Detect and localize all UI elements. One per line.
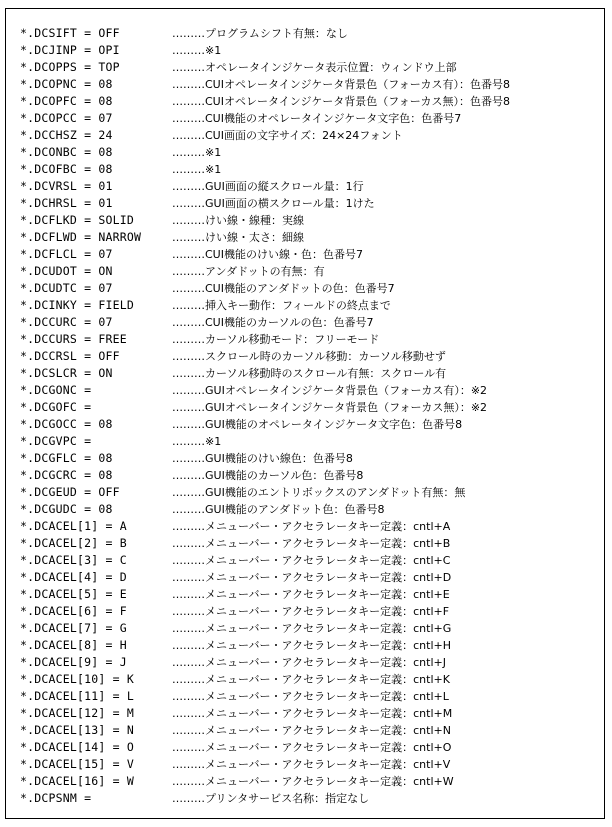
definition-row [20, 688, 606, 705]
definition-description: ………メニューバー・アクセラレータキー定義：cntl+L [172, 690, 449, 703]
definition-row [20, 705, 606, 722]
definition-description: ………メニューバー・アクセラレータキー定義：cntl+O [172, 741, 452, 754]
definition-row [20, 76, 606, 93]
definition-key: *.DCFLCL = 07 [20, 247, 113, 261]
definition-key: *.DCOPPS = TOP [20, 60, 120, 74]
definition-key: *.DCACEL[7] = G [20, 621, 127, 635]
definition-key: *.DCOPFC = 08 [20, 94, 113, 108]
definition-description: ………メニューバー・アクセラレータキー定義：cntl+E [172, 588, 450, 601]
definition-key: *.DCGVPC = [20, 434, 92, 448]
definition-row [20, 722, 606, 739]
definition-row [20, 450, 606, 467]
definition-key: *.DCGCRC = 08 [20, 468, 113, 482]
definition-row [20, 586, 606, 603]
definition-description: ………カーソル移動モード：フリーモード [172, 333, 380, 346]
definition-description: ………GUIオペレータインジケータ背景色（フォーカス無）：※2 [172, 401, 488, 414]
definition-description: ………メニューバー・アクセラレータキー定義：cntl+A [172, 520, 451, 533]
definition-description: ………メニューバー・アクセラレータキー定義：cntl+J [172, 656, 446, 669]
definition-description: ………アンダドットの有無：有 [172, 265, 325, 278]
definition-description: ………メニューバー・アクセラレータキー定義：cntl+F [172, 605, 450, 618]
definition-key: *.DCONBC = 08 [20, 145, 113, 159]
definition-row [20, 297, 606, 314]
definition-description: ………挿入キー動作：フィールドの終点まで [172, 299, 391, 312]
definition-description: ………けい線・太さ：細線 [172, 231, 304, 244]
definition-row [20, 552, 606, 569]
definition-key: *.DCGEUD = OFF [20, 485, 120, 499]
definition-row [20, 246, 606, 263]
definition-key: *.DCVRSL = 01 [20, 179, 113, 193]
definition-row [20, 59, 606, 76]
definition-row [20, 603, 606, 620]
definition-description: ………GUI機能のエントリボックスのアンダドット有無：無 [172, 486, 466, 499]
definition-key: *.DCCRSL = OFF [20, 349, 120, 363]
definition-row [20, 654, 606, 671]
definition-description: ………CUI機能のけい線・色：色番号7 [172, 248, 363, 261]
definition-row [20, 433, 606, 450]
definition-key: *.DCOFBC = 08 [20, 162, 113, 176]
definition-key: *.DCGOFC = [20, 400, 92, 414]
definition-row [20, 756, 606, 773]
definition-key: *.DCFLKD = SOLID [20, 213, 134, 227]
definition-description: ………メニューバー・アクセラレータキー定義：cntl+B [172, 537, 451, 550]
definition-key: *.DCACEL[8] = H [20, 638, 127, 652]
definition-row [20, 331, 606, 348]
definition-key: *.DCACEL[9] = J [20, 655, 127, 669]
definition-row [20, 212, 606, 229]
definition-description: ………メニューバー・アクセラレータキー定義：cntl+D [172, 571, 452, 584]
definition-row [20, 161, 606, 178]
definition-key: *.DCACEL[4] = D [20, 570, 127, 584]
definition-description: ………GUI機能のアンダドット色：色番号8 [172, 503, 385, 516]
definition-key: *.DCSLCR = ON [20, 366, 113, 380]
definition-description: ………オペレータインジケータ表示位置：ウィンドウ上部 [172, 61, 457, 74]
definition-key: *.DCGONC = [20, 383, 92, 397]
definition-description: ………プログラムシフト有無：なし [172, 27, 348, 40]
definition-row [20, 263, 606, 280]
definition-key: *.DCCHSZ = 24 [20, 128, 113, 142]
definition-description: ………GUI機能のけい線色：色番号8 [172, 452, 353, 465]
definition-description: ………メニューバー・アクセラレータキー定義：cntl+H [172, 639, 451, 652]
definition-description: ………メニューバー・アクセラレータキー定義：cntl+M [172, 707, 453, 720]
definition-description: ………メニューバー・アクセラレータキー定義：cntl+W [172, 775, 454, 788]
definition-key: *.DCACEL[11] = L [20, 689, 134, 703]
definition-row [20, 790, 606, 807]
definition-row [20, 620, 606, 637]
definition-row [20, 569, 606, 586]
definition-row [20, 501, 606, 518]
definition-row [20, 365, 606, 382]
definition-row [20, 348, 606, 365]
definition-key: *.DCUDTC = 07 [20, 281, 113, 295]
definition-key: *.DCGUDC = 08 [20, 502, 113, 516]
definition-row [20, 178, 606, 195]
definition-description: ………けい線・線種：実線 [172, 214, 304, 227]
definition-row [20, 280, 606, 297]
definition-key: *.DCSIFT = OFF [20, 26, 120, 40]
definition-description: ………GUI機能のカーソル色：色番号8 [172, 469, 364, 482]
definition-row [20, 467, 606, 484]
definition-key: *.DCACEL[1] = A [20, 519, 127, 533]
definition-description: ………※1 [172, 44, 222, 57]
definition-row [20, 229, 606, 246]
definition-key: *.DCJINP = OPI [20, 43, 120, 57]
definition-row [20, 42, 606, 59]
definition-row [20, 484, 606, 501]
definition-key: *.DCACEL[13] = N [20, 723, 134, 737]
definition-description: ………メニューバー・アクセラレータキー定義：cntl+K [172, 673, 450, 686]
definition-key: *.DCUDOT = ON [20, 264, 113, 278]
definition-row [20, 382, 606, 399]
definition-row [20, 110, 606, 127]
definition-description: ………GUI機能のオペレータインジケータ文字色：色番号8 [172, 418, 463, 431]
definition-key: *.DCACEL[6] = F [20, 604, 127, 618]
definition-row [20, 195, 606, 212]
definition-key: *.DCACEL[16] = W [20, 774, 134, 788]
definition-description: ………CUI機能のアンダドットの色：色番号7 [172, 282, 395, 295]
definition-row [20, 637, 606, 654]
definition-row [20, 399, 606, 416]
definition-row [20, 739, 606, 756]
definition-description: ………カーソル移動時のスクロール有無：スクロール有 [172, 367, 447, 380]
definition-row [20, 93, 606, 110]
definition-key: *.DCHRSL = 01 [20, 196, 113, 210]
definition-row [20, 314, 606, 331]
definition-description: ………※1 [172, 163, 222, 176]
definition-description: ………プリンタサービス名称：指定なし [172, 792, 370, 805]
definition-description: ………※1 [172, 435, 222, 448]
definition-key: *.DCACEL[2] = B [20, 536, 127, 550]
definition-description: ………GUI画面の横スクロール量：1けた [172, 197, 375, 210]
definition-key: *.DCOPCC = 07 [20, 111, 113, 125]
definition-key: *.DCCURS = FREE [20, 332, 127, 346]
definition-key: *.DCACEL[12] = M [20, 706, 134, 720]
definition-description: ………メニューバー・アクセラレータキー定義：cntl+G [172, 622, 452, 635]
definition-description: ………CUIオペレータインジケータ背景色（フォーカス有）：色番号8 [172, 78, 510, 91]
definition-description: ………CUI機能のオペレータインジケータ文字色：色番号7 [172, 112, 462, 125]
definition-description: ………CUI機能のカーソルの色：色番号7 [172, 316, 374, 329]
definition-description: ………GUIオペレータインジケータ背景色（フォーカス有）：※2 [172, 384, 488, 397]
definition-description: ………メニューバー・アクセラレータキー定義：cntl+N [172, 724, 451, 737]
definition-key: *.DCOPNC = 08 [20, 77, 113, 91]
definition-description: ………スクロール時のカーソル移動：カーソル移動せず [172, 350, 446, 363]
definition-key: *.DCCURC = 07 [20, 315, 113, 329]
definition-row [20, 535, 606, 552]
definition-row [20, 144, 606, 161]
definition-key: *.DCACEL[5] = E [20, 587, 127, 601]
definition-row [20, 518, 606, 535]
definition-row [20, 25, 606, 42]
definition-row [20, 671, 606, 688]
definition-description: ………CUIオペレータインジケータ背景色（フォーカス無）：色番号8 [172, 95, 510, 108]
definition-key: *.DCACEL[3] = C [20, 553, 127, 567]
definition-description: ………メニューバー・アクセラレータキー定義：cntl+V [172, 758, 451, 771]
definition-row [20, 416, 606, 433]
definition-description: ………CUI画面の文字サイズ：24×24フォント [172, 129, 403, 142]
definition-key: *.DCPSNM = [20, 791, 92, 805]
definition-key: *.DCACEL[14] = O [20, 740, 134, 754]
definition-description: ………※1 [172, 146, 222, 159]
definition-description: ………GUI画面の縦スクロール量：1行 [172, 180, 364, 193]
document-frame [5, 8, 605, 819]
definition-list [20, 25, 606, 807]
definition-key: *.DCACEL[10] = K [20, 672, 134, 686]
definition-description: ………メニューバー・アクセラレータキー定義：cntl+C [172, 554, 451, 567]
definition-row [20, 127, 606, 144]
definition-key: *.DCGOCC = 08 [20, 417, 113, 431]
definition-key: *.DCFLWD = NARROW [20, 230, 142, 244]
definition-key: *.DCGFLC = 08 [20, 451, 113, 465]
definition-key: *.DCACEL[15] = V [20, 757, 134, 771]
definition-row [20, 773, 606, 790]
definition-key: *.DCINKY = FIELD [20, 298, 134, 312]
